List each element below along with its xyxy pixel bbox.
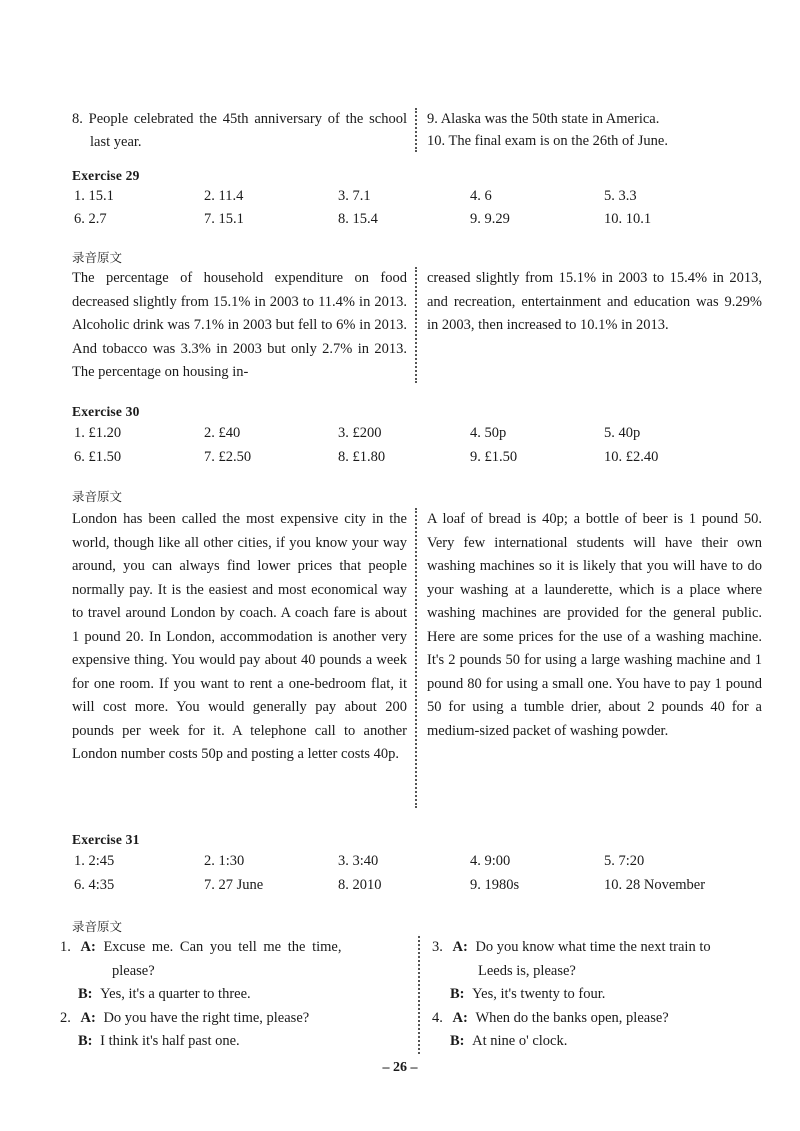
dialog-3-a: 3. A: Do you know what time the next train to	[432, 939, 711, 955]
transcript-right: A loaf of bread is 40p; a bottle of beer is 1 pound 50. Very few international students will have their own washing machines so it is likely that you will have to do your washing at a launderette, which is a place where washing machines are provided for the general public. Here are some prices for the use of a washing machine. It's 2 pounds 50 for using a large washing machine and 1 pound 80 for using a small one. You have to pay 1 pound 50 for using a tumble drier, about 2 pounds 40 for a medium-sized packet of washing powder.	[427, 511, 762, 739]
exercise-30-answers-row-1	[72, 425, 772, 449]
exercise-30-transcript	[72, 508, 762, 808]
dialog-2-a: 2. A: Do you have the right time, please?	[60, 1009, 310, 1026]
answer: 2. 11.4	[204, 188, 244, 204]
answer: 9. 9.29	[470, 211, 510, 227]
answer: 3. £200	[338, 425, 382, 441]
transcript-left: The percentage of household expenditure on food decreased slightly from 15.1% in 2003 to 11.4% in 2013. Alcoholic drink was 7.1% in 2003 but fell to 6% in 2013. And tobacco was 3.3% in 2003 but only 2.7% in 2013. The percentage on housing in-	[72, 270, 407, 380]
dialog-1-a-cont: please?	[112, 962, 155, 979]
transcript-left: London has been called the most expensive city in the world, though like all other cities, if you know your way around, you can always find lower prices that people normally pay. It is the easiest and most economical way to travel around London by coach. A coach fare is about 1 pound 20. In London, accommodation is another very expensive thing. You would pay about 40 pounds a week for one room. If you want to rent a one-bedroom flat, it will cost more. You would generally pay about 200 pounds per week for it. A telephone call to another London number costs 50p and posting a letter costs 40p.	[72, 511, 407, 762]
item-9: 9. Alaska was the 50th state in America.	[427, 111, 660, 127]
answer: 8. £1.80	[338, 449, 386, 465]
answer: 4. 6	[470, 188, 492, 204]
answer: 4. 9:00	[470, 853, 511, 869]
answer: 7. 15.1	[204, 211, 244, 227]
answer: 9. £1.50	[470, 449, 518, 465]
answer: 2. 1:30	[204, 853, 245, 869]
answer: 5. 40p	[604, 425, 641, 441]
answer: 9. 1980s	[470, 877, 520, 893]
transcript-label: 录音原文	[72, 250, 123, 265]
transcript-label: 录音原文	[72, 919, 123, 934]
answer: 10. 28 November	[604, 877, 706, 893]
answer: 1. £1.20	[74, 425, 122, 441]
transcript-right: creased slightly from 15.1% in 2003 to 15.4% in 2013, and recreation, entertainment and education was 9.29% in 2003, then increased to 10.1% in 2013.	[427, 270, 762, 333]
dialog-1-b: B: Yes, it's a quarter to three.	[78, 986, 251, 1002]
dialog-4-b: B: At nine o' clock.	[450, 1033, 568, 1049]
page-number: – 26 –	[382, 1060, 418, 1075]
exercise-29-title: Exercise 29	[72, 168, 140, 183]
exercise-30-title: Exercise 30	[72, 404, 140, 419]
answer: 3. 7.1	[338, 188, 371, 204]
answer: 8. 15.4	[338, 211, 378, 227]
dialog-2-b: B: I think it's half past one.	[78, 1033, 240, 1049]
answer: 4. 50p	[470, 425, 507, 441]
answer: 7. 27 June	[204, 877, 264, 893]
exercise-31-answers-row-2	[72, 877, 772, 901]
answer: 1. 15.1	[74, 188, 114, 204]
answer: 8. 2010	[338, 877, 382, 893]
exercise-29-answers-row-1	[72, 188, 772, 212]
answer: 5. 7:20	[604, 853, 645, 869]
dialog-4-a: 4. A: When do the banks open, please?	[432, 1009, 669, 1026]
answer: 6. 4:35	[74, 877, 115, 893]
answer: 6. 2.7	[74, 211, 107, 227]
answer: 6. £1.50	[74, 449, 122, 465]
answer: 1. 2:45	[74, 853, 115, 869]
exercise-31-title: Exercise 31	[72, 832, 140, 847]
exercise-30-answers-row-2	[72, 449, 772, 473]
exercise-31-answers-row-1	[72, 853, 772, 877]
transcript-label: 录音原文	[72, 489, 123, 504]
answer: 2. £40	[204, 425, 241, 441]
item-8: 8. People celebrated the 45th anniversary of the school last year.	[72, 111, 407, 150]
exercise-29-answers-row-2	[72, 211, 772, 235]
exercise-31-dialogs	[60, 936, 772, 1054]
dialog-3-b: B: Yes, it's twenty to four.	[450, 986, 606, 1002]
exercise-28-tail	[72, 108, 762, 154]
item-10: 10. The final exam is on the 26th of June.	[427, 133, 668, 149]
answer: 3. 3:40	[338, 853, 379, 869]
answer: 10. £2.40	[604, 449, 659, 465]
answer: 7. £2.50	[204, 449, 252, 465]
answer: 10. 10.1	[604, 211, 652, 227]
dialog-3-a-cont: Leeds is, please?	[478, 962, 576, 979]
exercise-29-transcript	[72, 267, 762, 385]
answer: 5. 3.3	[604, 188, 637, 204]
dialog-1-a: 1. A: Excuse me. Can you tell me the time,	[60, 939, 342, 955]
